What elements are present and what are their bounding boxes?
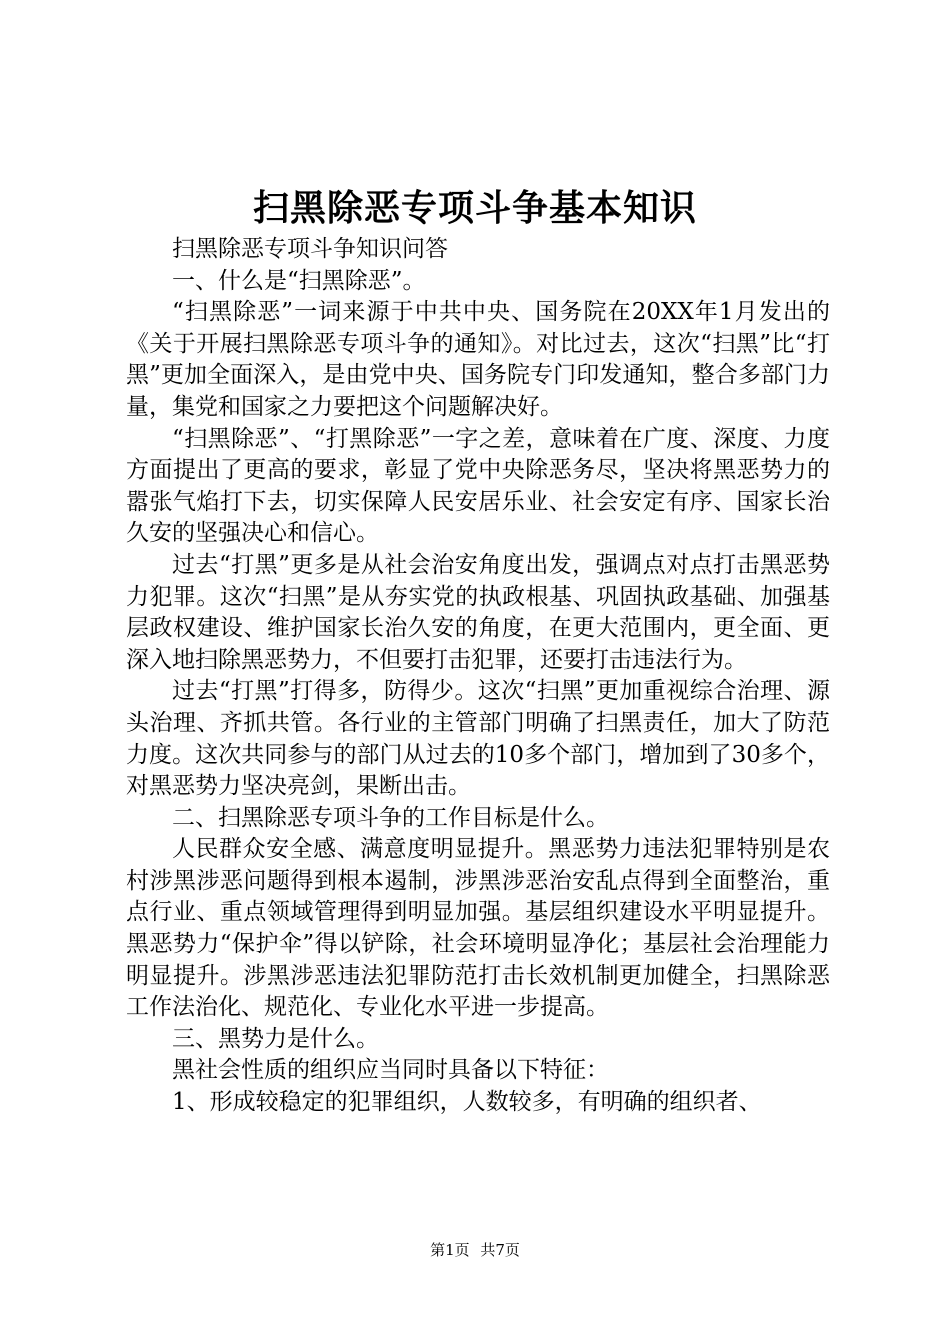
paragraph: 过去“打黑”打得多，防得少。这次“扫黑”更加重视综合治理、源头治理、齐抓共管。各行业的主管部门明确了扫黑责任，加大了防范力度。这次共同参与的部门从过去的10多个部门，增加到了30多个，对黑恶势力坚决亮剑，果断出击。: [126, 678, 830, 800]
paragraph: “扫黑除恶”一词来源于中共中央、国务院在20XX年1月发出的《关于开展扫黑除恶专项斗争的通知》。对比过去，这次“扫黑”比“打黑”更加全面深入，是由党中央、国务院专门印发通知，整合多部门力量，集党和国家之力要把这个问题解决好。: [126, 299, 830, 420]
document-title: 扫黑除恶专项斗争基本知识: [252, 187, 697, 229]
page-footer: [0, 1240, 950, 1260]
page-number-current: 第1页: [430, 1241, 470, 1259]
paragraph: 黑社会性质的组织应当同时具备以下特征：: [172, 1057, 609, 1084]
paragraph: 人民群众安全感、满意度明显提升。黑恶势力违法犯罪特别是农村涉黑涉恶问题得到根本遏制，涉黑涉恶治安乱点得到全面整治，重点行业、重点领域管理得到明显加强。基层组织建设水平明显提升。黑恶势力“保护伞”得以铲除，社会环境明显净化；基层社会治理能力明显提升。涉黑涉恶违法犯罪防范打击长效机制更加健全，扫黑除恶工作法治化、规范化、专业化水平进一步提高。: [126, 836, 830, 1021]
paragraph: 1、形成较稳定的犯罪组织，人数较多，有明确的组织者、: [172, 1089, 762, 1116]
paragraph-heading-2: 二、扫黑除恶专项斗争的工作目标是什么。: [172, 804, 609, 831]
document-body: [126, 234, 830, 1119]
paragraph: 过去“打黑”更多是从社会治安角度出发，强调点对点打击黑恶势力犯罪。这次“扫黑”是从夯实党的执政根基、巩固执政基础、加强基层政权建设、维护国家长治久安的角度，在更大范围内，更全面、更深入地扫除黑恶势力，不但要打击犯罪，还要打击违法行为。: [126, 551, 830, 673]
paragraph-heading-1: 一、什么是“扫黑除恶”。: [172, 267, 426, 294]
paragraph-heading-3: 三、黑势力是什么。: [172, 1025, 379, 1052]
page-number-total: 共7页: [480, 1241, 520, 1259]
paragraph: “扫黑除恶”、“打黑除恶”一字之差，意味着在广度、深度、力度方面提出了更高的要求，彰显了党中央除恶务尽，坚决将黑恶势力的嚣张气焰打下去，切实保障人民安居乐业、社会安定有序、国家长治久安的坚强决心和信心。: [126, 425, 830, 547]
paragraph-subtitle: 扫黑除恶专项斗争知识问答: [172, 236, 448, 262]
